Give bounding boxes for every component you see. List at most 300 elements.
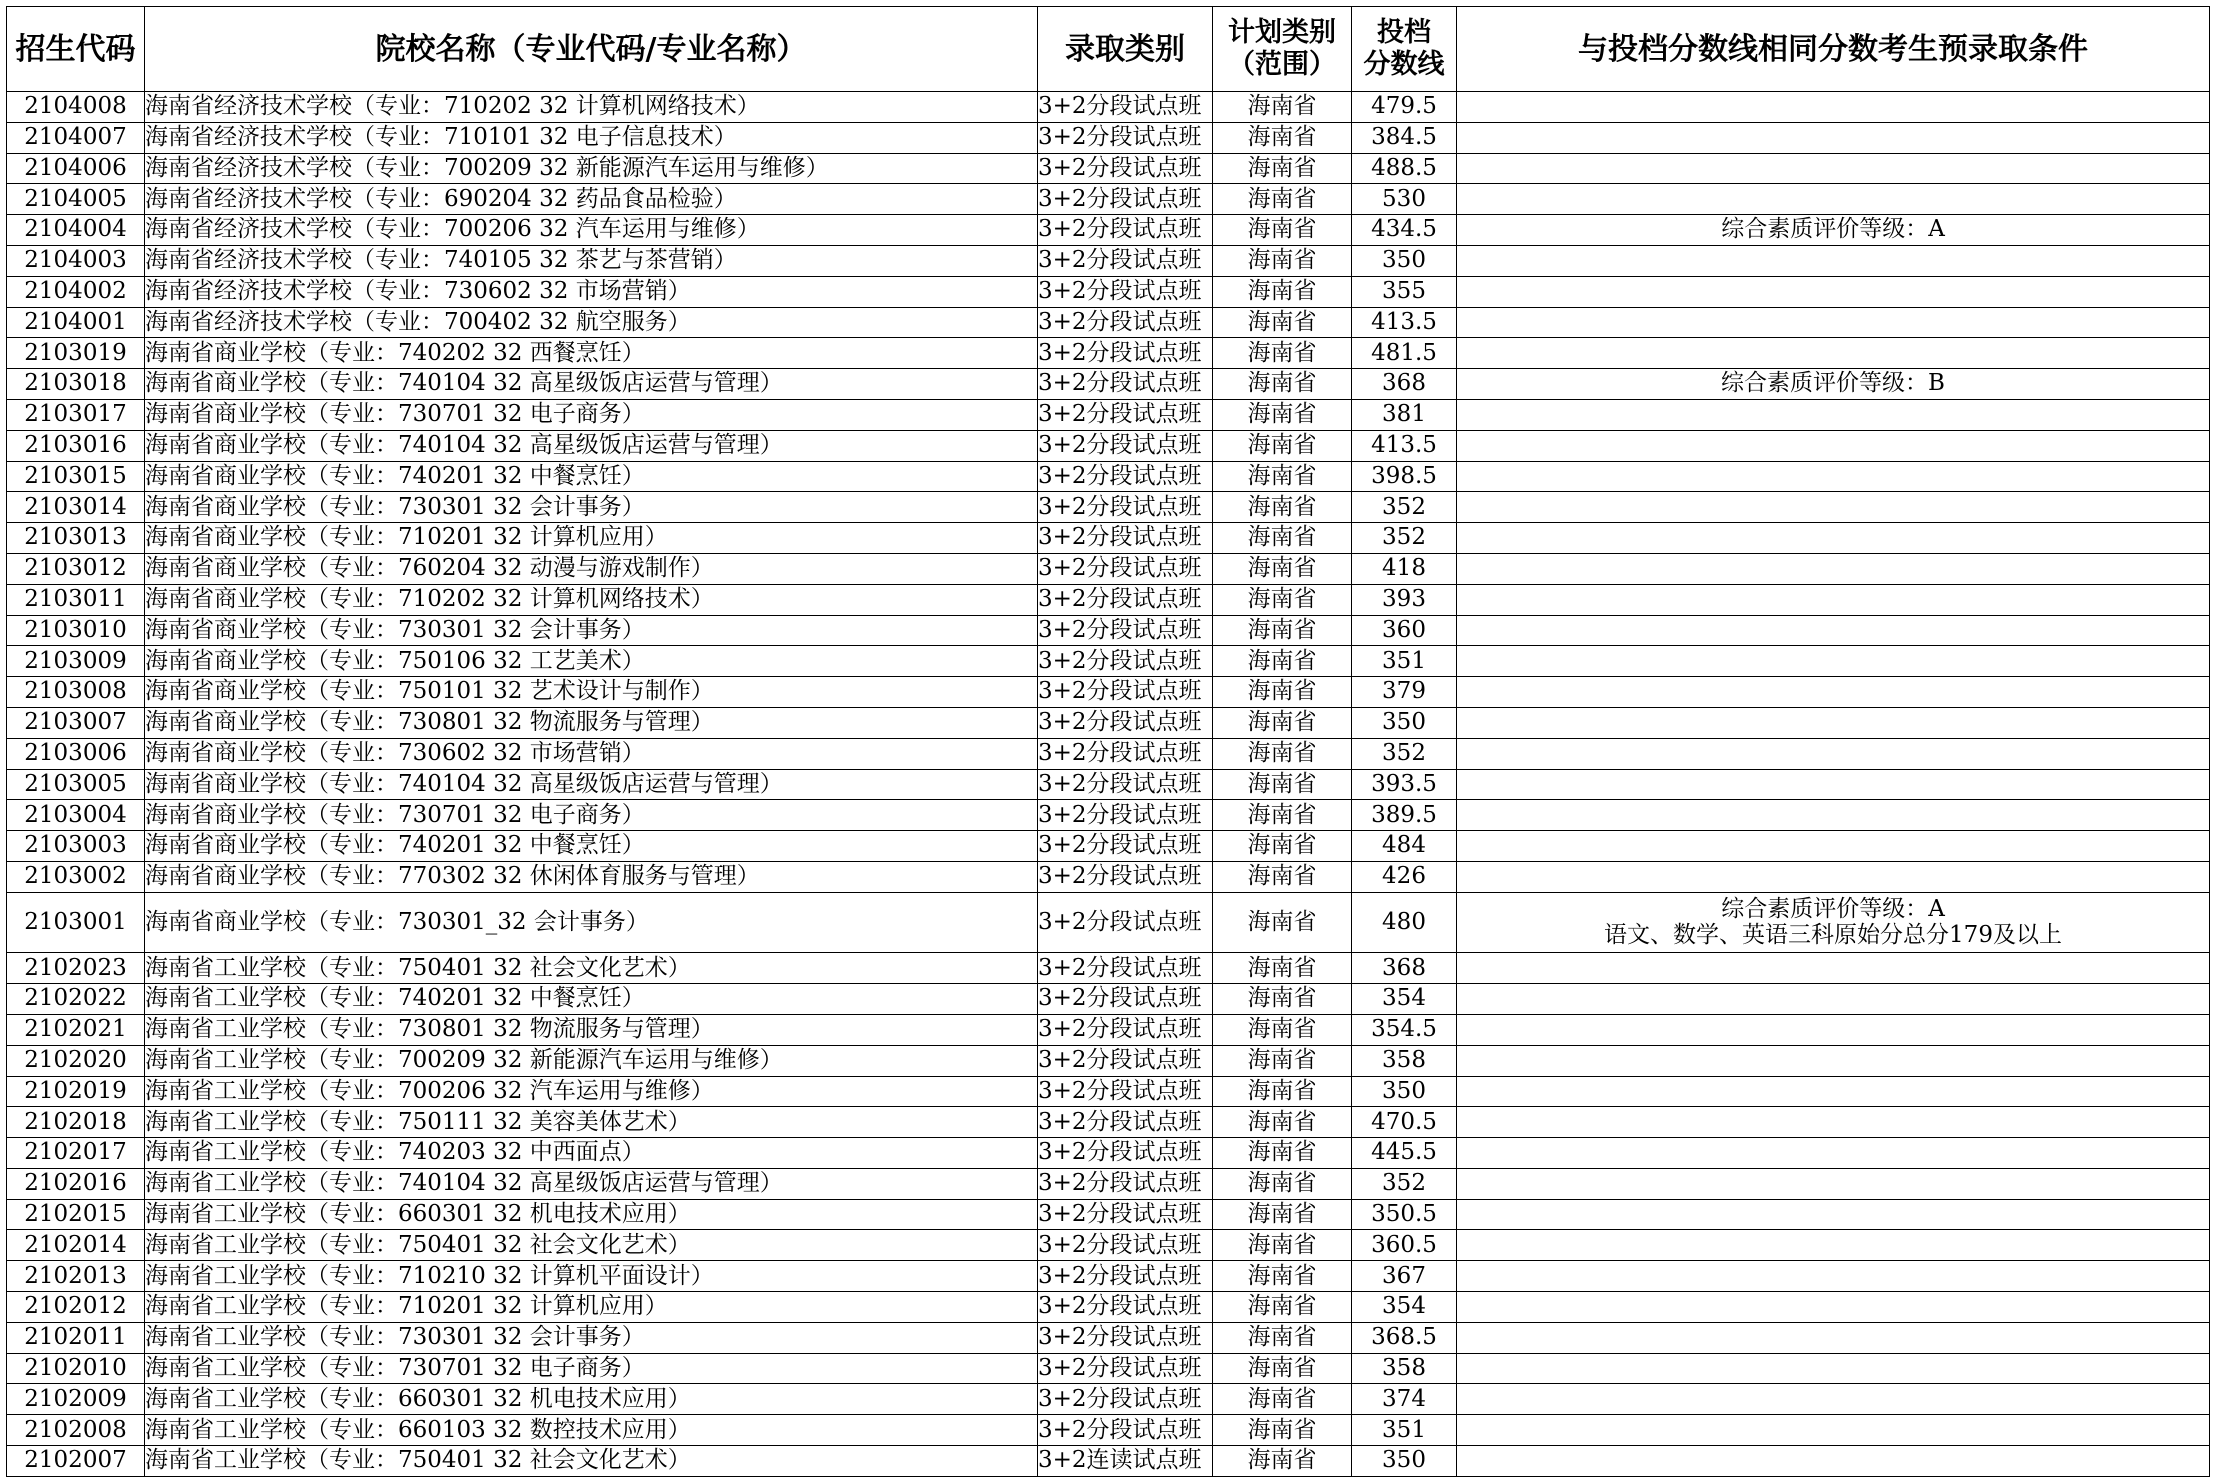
cell-condition[interactable]	[1457, 1014, 2210, 1045]
header-score-line2: 分数线	[1363, 49, 1445, 80]
cell-plan-scope[interactable]: 海南省	[1213, 553, 1352, 584]
cell-code[interactable]: 2103007	[7, 707, 145, 738]
cell-code[interactable]: 2102014	[7, 1230, 145, 1261]
cell-school-name[interactable]: 海南省工业学校（专业：730701 32 电子商务）	[145, 1353, 1038, 1384]
cell-plan-scope[interactable]: 海南省	[1213, 1446, 1352, 1477]
cell-condition[interactable]	[1457, 369, 2210, 400]
cell-condition[interactable]	[1457, 1076, 2210, 1107]
cell-school-name[interactable]: 海南省商业学校（专业：760204 32 动漫与游戏制作）	[145, 553, 1038, 584]
header-row	[7, 7, 2210, 92]
cell-plan-scope[interactable]: 海南省	[1213, 892, 1352, 953]
cell-admission-type[interactable]: 3+2分段试点班	[1038, 245, 1213, 276]
cell-plan-scope[interactable]: 海南省	[1213, 615, 1352, 646]
table-row	[7, 1230, 2210, 1261]
cell-school-name[interactable]: 海南省工业学校（专业：700206 32 汽车运用与维修）	[145, 1076, 1038, 1107]
cell-code[interactable]: 2103005	[7, 769, 145, 800]
cell-school-name[interactable]: 海南省工业学校（专业：750401 32 社会文化艺术）	[145, 953, 1038, 984]
cell-admission-type[interactable]: 3+2分段试点班	[1038, 461, 1213, 492]
cell-admission-type[interactable]: 3+2分段试点班	[1038, 646, 1213, 677]
cell-condition[interactable]	[1457, 461, 2210, 492]
cell-admission-type[interactable]: 3+2分段试点班	[1038, 1107, 1213, 1138]
cell-school-name[interactable]: 海南省工业学校（专业：740201 32 中餐烹饪）	[145, 984, 1038, 1015]
cell-condition[interactable]	[1457, 276, 2210, 307]
cell-code[interactable]: 2103015	[7, 461, 145, 492]
cell-admission-type[interactable]: 3+2分段试点班	[1038, 369, 1213, 400]
cell-score-line[interactable]: 350	[1352, 245, 1457, 276]
cell-school-name[interactable]: 海南省商业学校（专业：740202 32 西餐烹饪）	[145, 338, 1038, 369]
cell-school-name[interactable]: 海南省商业学校（专业：730301 32 会计事务）	[145, 615, 1038, 646]
cell-school-name[interactable]: 海南省工业学校（专业：750401 32 社会文化艺术）	[145, 1230, 1038, 1261]
cell-plan-scope[interactable]: 海南省	[1213, 1384, 1352, 1415]
table-row	[7, 184, 2210, 215]
table-row	[7, 1261, 2210, 1292]
cell-plan-scope[interactable]: 海南省	[1213, 1014, 1352, 1045]
cell-score-line[interactable]: 354	[1352, 1292, 1457, 1323]
cell-score-line[interactable]: 480	[1352, 892, 1457, 953]
cell-plan-scope[interactable]: 海南省	[1213, 122, 1352, 153]
cell-school-name[interactable]: 海南省工业学校（专业：660301 32 机电技术应用）	[145, 1199, 1038, 1230]
cell-code[interactable]: 2102009	[7, 1384, 145, 1415]
cell-school-name[interactable]: 海南省经济技术学校（专业：710202 32 计算机网络技术）	[145, 92, 1038, 123]
table-row	[7, 523, 2210, 554]
cell-admission-type[interactable]: 3+2分段试点班	[1038, 677, 1213, 708]
cell-score-line[interactable]: 470.5	[1352, 1107, 1457, 1138]
cell-school-name[interactable]: 海南省商业学校（专业：730701 32 电子商务）	[145, 800, 1038, 831]
table-row	[7, 615, 2210, 646]
table-row	[7, 1168, 2210, 1199]
cell-school-name[interactable]: 海南省商业学校（专业：750106 32 工艺美术）	[145, 646, 1038, 677]
cell-plan-scope[interactable]: 海南省	[1213, 245, 1352, 276]
cell-code[interactable]: 2104006	[7, 153, 145, 184]
cell-code[interactable]: 2102008	[7, 1415, 145, 1446]
cell-score-line[interactable]: 354.5	[1352, 1014, 1457, 1045]
cell-code[interactable]: 2102011	[7, 1322, 145, 1353]
cell-score-line[interactable]: 360.5	[1352, 1230, 1457, 1261]
cell-condition[interactable]	[1457, 1168, 2210, 1199]
cell-plan-scope[interactable]: 海南省	[1213, 276, 1352, 307]
cell-plan-scope[interactable]: 海南省	[1213, 461, 1352, 492]
cell-score-line[interactable]: 351	[1352, 646, 1457, 677]
cell-school-name[interactable]: 海南省工业学校（专业：710201 32 计算机应用）	[145, 1292, 1038, 1323]
cell-plan-scope[interactable]: 海南省	[1213, 1168, 1352, 1199]
table-row	[7, 1076, 2210, 1107]
cell-school-name[interactable]: 海南省商业学校（专业：730602 32 市场营销）	[145, 738, 1038, 769]
cell-plan-scope[interactable]: 海南省	[1213, 1076, 1352, 1107]
cell-admission-type[interactable]: 3+2分段试点班	[1038, 984, 1213, 1015]
cell-score-line[interactable]: 379	[1352, 677, 1457, 708]
cell-condition[interactable]	[1457, 1261, 2210, 1292]
cell-admission-type[interactable]: 3+2分段试点班	[1038, 615, 1213, 646]
cell-condition[interactable]	[1457, 800, 2210, 831]
cell-school-name[interactable]: 海南省商业学校（专业：710201 32 计算机应用）	[145, 523, 1038, 554]
cell-score-line[interactable]: 398.5	[1352, 461, 1457, 492]
table-row	[7, 492, 2210, 523]
cell-admission-type[interactable]: 3+2分段试点班	[1038, 184, 1213, 215]
cell-plan-scope[interactable]: 海南省	[1213, 1322, 1352, 1353]
cell-score-line[interactable]: 368.5	[1352, 1322, 1457, 1353]
cell-admission-type[interactable]: 3+2分段试点班	[1038, 153, 1213, 184]
cell-score-line[interactable]: 481.5	[1352, 338, 1457, 369]
cell-condition[interactable]	[1457, 615, 2210, 646]
cell-code[interactable]: 2102023	[7, 953, 145, 984]
cell-code[interactable]: 2102016	[7, 1168, 145, 1199]
cell-plan-scope[interactable]: 海南省	[1213, 584, 1352, 615]
cell-condition[interactable]	[1457, 646, 2210, 677]
cell-admission-type[interactable]: 3+2分段试点班	[1038, 831, 1213, 862]
cell-condition[interactable]	[1457, 523, 2210, 554]
cell-score-line[interactable]: 352	[1352, 1168, 1457, 1199]
cell-plan-scope[interactable]: 海南省	[1213, 800, 1352, 831]
cell-condition[interactable]	[1457, 399, 2210, 430]
cell-admission-type[interactable]: 3+2分段试点班	[1038, 1292, 1213, 1323]
cell-score-line[interactable]: 354	[1352, 984, 1457, 1015]
cell-plan-scope[interactable]: 海南省	[1213, 1107, 1352, 1138]
cell-score-line[interactable]: 355	[1352, 276, 1457, 307]
cell-code[interactable]: 2104004	[7, 215, 145, 246]
cell-plan-scope[interactable]: 海南省	[1213, 492, 1352, 523]
cell-school-name[interactable]: 海南省商业学校（专业：730801 32 物流服务与管理）	[145, 707, 1038, 738]
cell-condition[interactable]	[1457, 769, 2210, 800]
cell-school-name[interactable]: 海南省工业学校（专业：710210 32 计算机平面设计）	[145, 1261, 1038, 1292]
cell-condition[interactable]	[1457, 1384, 2210, 1415]
table-row	[7, 245, 2210, 276]
cell-code[interactable]: 2103008	[7, 677, 145, 708]
cell-plan-scope[interactable]: 海南省	[1213, 1138, 1352, 1169]
cell-plan-scope[interactable]: 海南省	[1213, 769, 1352, 800]
cell-school-name[interactable]: 海南省工业学校（专业：750401 32 社会文化艺术）	[145, 1446, 1038, 1477]
cell-admission-type[interactable]: 3+2分段试点班	[1038, 769, 1213, 800]
header-school-name[interactable]: 院校名称（专业代码/专业名称）	[145, 7, 1038, 92]
cell-school-name[interactable]: 海南省商业学校（专业：740104 32 高星级饭店运营与管理）	[145, 369, 1038, 400]
cell-score-line[interactable]: 358	[1352, 1045, 1457, 1076]
cell-admission-type[interactable]: 3+2分段试点班	[1038, 584, 1213, 615]
cell-school-name[interactable]: 海南省商业学校（专业：740201 32 中餐烹饪）	[145, 461, 1038, 492]
cell-condition[interactable]	[1457, 1199, 2210, 1230]
cell-code[interactable]: 2104003	[7, 245, 145, 276]
cell-admission-type[interactable]: 3+2分段试点班	[1038, 800, 1213, 831]
cell-admission-type[interactable]: 3+2分段试点班	[1038, 1415, 1213, 1446]
cell-condition[interactable]	[1457, 215, 2210, 246]
cell-admission-type[interactable]: 3+2分段试点班	[1038, 1076, 1213, 1107]
cell-code[interactable]: 2102010	[7, 1353, 145, 1384]
cell-plan-scope[interactable]: 海南省	[1213, 831, 1352, 862]
cell-admission-type[interactable]: 3+2分段试点班	[1038, 399, 1213, 430]
cell-code[interactable]: 2104005	[7, 184, 145, 215]
cell-admission-type[interactable]: 3+2分段试点班	[1038, 307, 1213, 338]
table-row	[7, 369, 2210, 400]
cell-score-line[interactable]: 488.5	[1352, 153, 1457, 184]
cell-code[interactable]: 2103003	[7, 831, 145, 862]
cell-score-line[interactable]: 368	[1352, 369, 1457, 400]
cell-plan-scope[interactable]: 海南省	[1213, 738, 1352, 769]
cell-school-name[interactable]: 海南省商业学校（专业：740104 32 高星级饭店运营与管理）	[145, 769, 1038, 800]
cell-condition[interactable]	[1457, 92, 2210, 123]
table-row	[7, 1446, 2210, 1477]
cell-admission-type[interactable]: 3+2分段试点班	[1038, 1261, 1213, 1292]
cell-score-line[interactable]: 352	[1352, 523, 1457, 554]
cell-score-line[interactable]: 445.5	[1352, 1138, 1457, 1169]
cell-code[interactable]: 2103010	[7, 615, 145, 646]
cell-score-line[interactable]: 479.5	[1352, 92, 1457, 123]
cell-plan-scope[interactable]: 海南省	[1213, 861, 1352, 892]
table-row	[7, 276, 2210, 307]
cell-school-name[interactable]: 海南省工业学校（专业：730301 32 会计事务）	[145, 1322, 1038, 1353]
cell-plan-scope[interactable]: 海南省	[1213, 677, 1352, 708]
cell-code[interactable]: 2103006	[7, 738, 145, 769]
cell-condition[interactable]	[1457, 153, 2210, 184]
cell-school-name[interactable]: 海南省经济技术学校（专业：710101 32 电子信息技术）	[145, 122, 1038, 153]
cell-condition[interactable]	[1457, 1107, 2210, 1138]
cell-admission-type[interactable]: 3+2分段试点班	[1038, 707, 1213, 738]
cell-code[interactable]: 2104007	[7, 122, 145, 153]
cell-condition[interactable]	[1457, 1138, 2210, 1169]
cell-school-name[interactable]: 海南省工业学校（专业：660103 32 数控技术应用）	[145, 1415, 1038, 1446]
cell-plan-scope[interactable]: 海南省	[1213, 215, 1352, 246]
cell-code[interactable]: 2102019	[7, 1076, 145, 1107]
cell-condition[interactable]	[1457, 1045, 2210, 1076]
cell-admission-type[interactable]: 3+2分段试点班	[1038, 1014, 1213, 1045]
cell-admission-type[interactable]: 3+2分段试点班	[1038, 1045, 1213, 1076]
cell-condition[interactable]	[1457, 1446, 2210, 1477]
cell-score-line[interactable]: 530	[1352, 184, 1457, 215]
table-row	[7, 1384, 2210, 1415]
cell-plan-scope[interactable]: 海南省	[1213, 1230, 1352, 1261]
table-row	[7, 1014, 2210, 1045]
header-score-line[interactable]	[1352, 7, 1457, 92]
cell-admission-type[interactable]: 3+2分段试点班	[1038, 492, 1213, 523]
cell-condition[interactable]	[1457, 707, 2210, 738]
header-admission-type[interactable]: 录取类别	[1038, 7, 1213, 92]
cell-code[interactable]: 2103002	[7, 861, 145, 892]
header-condition[interactable]: 与投档分数线相同分数考生预录取条件	[1457, 7, 2210, 92]
cell-school-name[interactable]: 海南省商业学校（专业：740104 32 高星级饭店运营与管理）	[145, 430, 1038, 461]
cell-admission-type[interactable]: 3+2分段试点班	[1038, 1168, 1213, 1199]
cell-admission-type[interactable]: 3+2分段试点班	[1038, 1230, 1213, 1261]
cell-score-line[interactable]: 368	[1352, 953, 1457, 984]
header-plan-scope[interactable]	[1213, 7, 1352, 92]
cell-score-line[interactable]: 389.5	[1352, 800, 1457, 831]
cell-school-name[interactable]: 海南省工业学校（专业：700209 32 新能源汽车运用与维修）	[145, 1045, 1038, 1076]
cell-condition[interactable]	[1457, 1353, 2210, 1384]
cell-score-line[interactable]: 360	[1352, 615, 1457, 646]
cell-school-name[interactable]: 海南省经济技术学校（专业：700209 32 新能源汽车运用与维修）	[145, 153, 1038, 184]
cell-code[interactable]: 2102021	[7, 1014, 145, 1045]
cell-admission-type[interactable]: 3+2分段试点班	[1038, 215, 1213, 246]
cell-score-line[interactable]: 418	[1352, 553, 1457, 584]
cell-condition[interactable]	[1457, 553, 2210, 584]
cell-condition[interactable]	[1457, 1292, 2210, 1323]
cell-plan-scope[interactable]: 海南省	[1213, 153, 1352, 184]
cell-condition[interactable]	[1457, 307, 2210, 338]
cell-plan-scope[interactable]: 海南省	[1213, 184, 1352, 215]
cell-plan-scope[interactable]: 海南省	[1213, 307, 1352, 338]
cell-score-line[interactable]: 393	[1352, 584, 1457, 615]
cell-condition[interactable]	[1457, 584, 2210, 615]
cell-condition[interactable]	[1457, 984, 2210, 1015]
cell-school-name[interactable]: 海南省商业学校（专业：730301 32 会计事务）	[145, 492, 1038, 523]
cell-admission-type[interactable]: 3+2分段试点班	[1038, 276, 1213, 307]
cell-admission-type[interactable]: 3+2分段试点班	[1038, 523, 1213, 554]
cell-admission-type[interactable]: 3+2分段试点班	[1038, 338, 1213, 369]
cell-admission-type[interactable]: 3+2分段试点班	[1038, 553, 1213, 584]
cell-code[interactable]: 2102012	[7, 1292, 145, 1323]
cell-admission-type[interactable]: 3+2分段试点班	[1038, 1353, 1213, 1384]
cell-school-name[interactable]: 海南省工业学校（专业：740104 32 高星级饭店运营与管理）	[145, 1168, 1038, 1199]
cell-condition[interactable]	[1457, 738, 2210, 769]
cell-code[interactable]: 2103009	[7, 646, 145, 677]
cell-score-line[interactable]: 413.5	[1352, 307, 1457, 338]
cell-admission-type[interactable]: 3+2分段试点班	[1038, 1322, 1213, 1353]
cell-plan-scope[interactable]: 海南省	[1213, 1045, 1352, 1076]
cell-condition[interactable]	[1457, 245, 2210, 276]
cell-admission-type[interactable]: 3+2分段试点班	[1038, 738, 1213, 769]
cell-school-name[interactable]: 海南省工业学校（专业：750111 32 美容美体艺术）	[145, 1107, 1038, 1138]
cell-score-line[interactable]: 434.5	[1352, 215, 1457, 246]
cell-school-name[interactable]: 海南省工业学校（专业：740203 32 中西面点）	[145, 1138, 1038, 1169]
cell-score-line[interactable]: 393.5	[1352, 769, 1457, 800]
table-row	[7, 738, 2210, 769]
cell-plan-scope[interactable]: 海南省	[1213, 430, 1352, 461]
table-row	[7, 1107, 2210, 1138]
cell-plan-scope[interactable]: 海南省	[1213, 369, 1352, 400]
cell-school-name[interactable]: 海南省经济技术学校（专业：690204 32 药品食品检验）	[145, 184, 1038, 215]
table-row	[7, 399, 2210, 430]
cell-condition[interactable]	[1457, 677, 2210, 708]
cell-school-name[interactable]: 海南省商业学校（专业：750101 32 艺术设计与制作）	[145, 677, 1038, 708]
cell-condition[interactable]	[1457, 184, 2210, 215]
cell-admission-type[interactable]: 3+2分段试点班	[1038, 861, 1213, 892]
cell-code[interactable]: 2103012	[7, 553, 145, 584]
cell-school-name[interactable]: 海南省经济技术学校（专业：700206 32 汽车运用与维修）	[145, 215, 1038, 246]
cell-plan-scope[interactable]: 海南省	[1213, 338, 1352, 369]
cell-score-line[interactable]: 351	[1352, 1415, 1457, 1446]
cell-condition[interactable]	[1457, 1415, 2210, 1446]
cell-plan-scope[interactable]: 海南省	[1213, 1199, 1352, 1230]
cell-score-line[interactable]: 350	[1352, 1446, 1457, 1477]
cell-code[interactable]: 2104001	[7, 307, 145, 338]
header-code[interactable]: 招生代码	[7, 7, 145, 92]
cell-admission-type[interactable]: 3+2分段试点班	[1038, 1199, 1213, 1230]
table-row	[7, 1292, 2210, 1323]
cell-condition[interactable]	[1457, 1322, 2210, 1353]
cell-condition[interactable]	[1457, 861, 2210, 892]
cell-plan-scope[interactable]: 海南省	[1213, 523, 1352, 554]
cell-school-name[interactable]: 海南省商业学校（专业：730301_32 会计事务）	[145, 892, 1038, 953]
cell-code[interactable]: 2103017	[7, 399, 145, 430]
cell-code[interactable]: 2102015	[7, 1199, 145, 1230]
cell-score-line[interactable]: 350	[1352, 707, 1457, 738]
cell-condition[interactable]	[1457, 831, 2210, 862]
cell-admission-type[interactable]: 3+2分段试点班	[1038, 122, 1213, 153]
cell-code[interactable]: 2104002	[7, 276, 145, 307]
cell-plan-scope[interactable]: 海南省	[1213, 1353, 1352, 1384]
cell-condition[interactable]	[1457, 1230, 2210, 1261]
table-row	[7, 800, 2210, 831]
cell-score-line[interactable]: 413.5	[1352, 430, 1457, 461]
cell-score-line[interactable]: 484	[1352, 831, 1457, 862]
cell-score-line[interactable]: 352	[1352, 492, 1457, 523]
cell-plan-scope[interactable]: 海南省	[1213, 1415, 1352, 1446]
table-row	[7, 461, 2210, 492]
cell-code[interactable]: 2104008	[7, 92, 145, 123]
cell-score-line[interactable]: 350	[1352, 1076, 1457, 1107]
cell-code[interactable]: 2103016	[7, 430, 145, 461]
cell-admission-type[interactable]: 3+2分段试点班	[1038, 892, 1213, 953]
cell-score-line[interactable]: 426	[1352, 861, 1457, 892]
cell-school-name[interactable]: 海南省工业学校（专业：660301 32 机电技术应用）	[145, 1384, 1038, 1415]
cell-score-line[interactable]: 374	[1352, 1384, 1457, 1415]
cell-plan-scope[interactable]: 海南省	[1213, 399, 1352, 430]
cell-school-name[interactable]: 海南省商业学校（专业：740201 32 中餐烹饪）	[145, 831, 1038, 862]
cell-plan-scope[interactable]: 海南省	[1213, 984, 1352, 1015]
cell-code[interactable]: 2103001	[7, 892, 145, 953]
condition-line: 综合素质评价等级：A	[1721, 896, 1945, 923]
cell-plan-scope[interactable]: 海南省	[1213, 707, 1352, 738]
cell-code[interactable]: 2103018	[7, 369, 145, 400]
cell-admission-type[interactable]: 3+2分段试点班	[1038, 92, 1213, 123]
cell-condition[interactable]	[1457, 892, 2210, 953]
cell-school-name[interactable]: 海南省经济技术学校（专业：730602 32 市场营销）	[145, 276, 1038, 307]
cell-admission-type[interactable]: 3+2连读试点班	[1038, 1446, 1213, 1477]
table-row	[7, 831, 2210, 862]
cell-admission-type[interactable]: 3+2分段试点班	[1038, 1138, 1213, 1169]
cell-code[interactable]: 2103013	[7, 523, 145, 554]
cell-code[interactable]: 2103011	[7, 584, 145, 615]
cell-code[interactable]: 2103004	[7, 800, 145, 831]
cell-plan-scope[interactable]: 海南省	[1213, 1292, 1352, 1323]
cell-plan-scope[interactable]: 海南省	[1213, 646, 1352, 677]
cell-plan-scope[interactable]: 海南省	[1213, 953, 1352, 984]
table-row	[7, 861, 2210, 892]
cell-code[interactable]: 2102013	[7, 1261, 145, 1292]
cell-code[interactable]: 2102017	[7, 1138, 145, 1169]
cell-condition[interactable]	[1457, 430, 2210, 461]
cell-code[interactable]: 2102007	[7, 1446, 145, 1477]
cell-admission-type[interactable]: 3+2分段试点班	[1038, 953, 1213, 984]
table-row	[7, 122, 2210, 153]
cell-condition[interactable]	[1457, 338, 2210, 369]
cell-code[interactable]: 2103019	[7, 338, 145, 369]
cell-school-name[interactable]: 海南省商业学校（专业：770302 32 休闲体育服务与管理）	[145, 861, 1038, 892]
cell-school-name[interactable]: 海南省工业学校（专业：730801 32 物流服务与管理）	[145, 1014, 1038, 1045]
cell-score-line[interactable]: 352	[1352, 738, 1457, 769]
cell-condition[interactable]	[1457, 122, 2210, 153]
header-plan-scope-line2: （范围）	[1228, 49, 1336, 80]
cell-condition[interactable]	[1457, 492, 2210, 523]
cell-plan-scope[interactable]: 海南省	[1213, 1261, 1352, 1292]
cell-school-name[interactable]: 海南省商业学校（专业：730701 32 电子商务）	[145, 399, 1038, 430]
cell-score-line[interactable]: 381	[1352, 399, 1457, 430]
condition-line: 语文、数学、英语三科原始分总分179及以上	[1604, 921, 2062, 948]
cell-plan-scope[interactable]: 海南省	[1213, 92, 1352, 123]
cell-admission-type[interactable]: 3+2分段试点班	[1038, 1384, 1213, 1415]
cell-score-line[interactable]: 350.5	[1352, 1199, 1457, 1230]
cell-code[interactable]: 2102018	[7, 1107, 145, 1138]
cell-school-name[interactable]: 海南省经济技术学校（专业：700402 32 航空服务）	[145, 307, 1038, 338]
cell-score-line[interactable]: 358	[1352, 1353, 1457, 1384]
cell-code[interactable]: 2102020	[7, 1045, 145, 1076]
cell-score-line[interactable]: 367	[1352, 1261, 1457, 1292]
cell-admission-type[interactable]: 3+2分段试点班	[1038, 430, 1213, 461]
cell-code[interactable]: 2103014	[7, 492, 145, 523]
table-row	[7, 215, 2210, 246]
cell-code[interactable]: 2102022	[7, 984, 145, 1015]
cell-condition[interactable]	[1457, 953, 2210, 984]
cell-school-name[interactable]: 海南省商业学校（专业：710202 32 计算机网络技术）	[145, 584, 1038, 615]
cell-school-name[interactable]: 海南省经济技术学校（专业：740105 32 茶艺与茶营销）	[145, 245, 1038, 276]
condition-line: 综合素质评价等级：A	[1721, 216, 1945, 243]
cell-score-line[interactable]: 384.5	[1352, 122, 1457, 153]
